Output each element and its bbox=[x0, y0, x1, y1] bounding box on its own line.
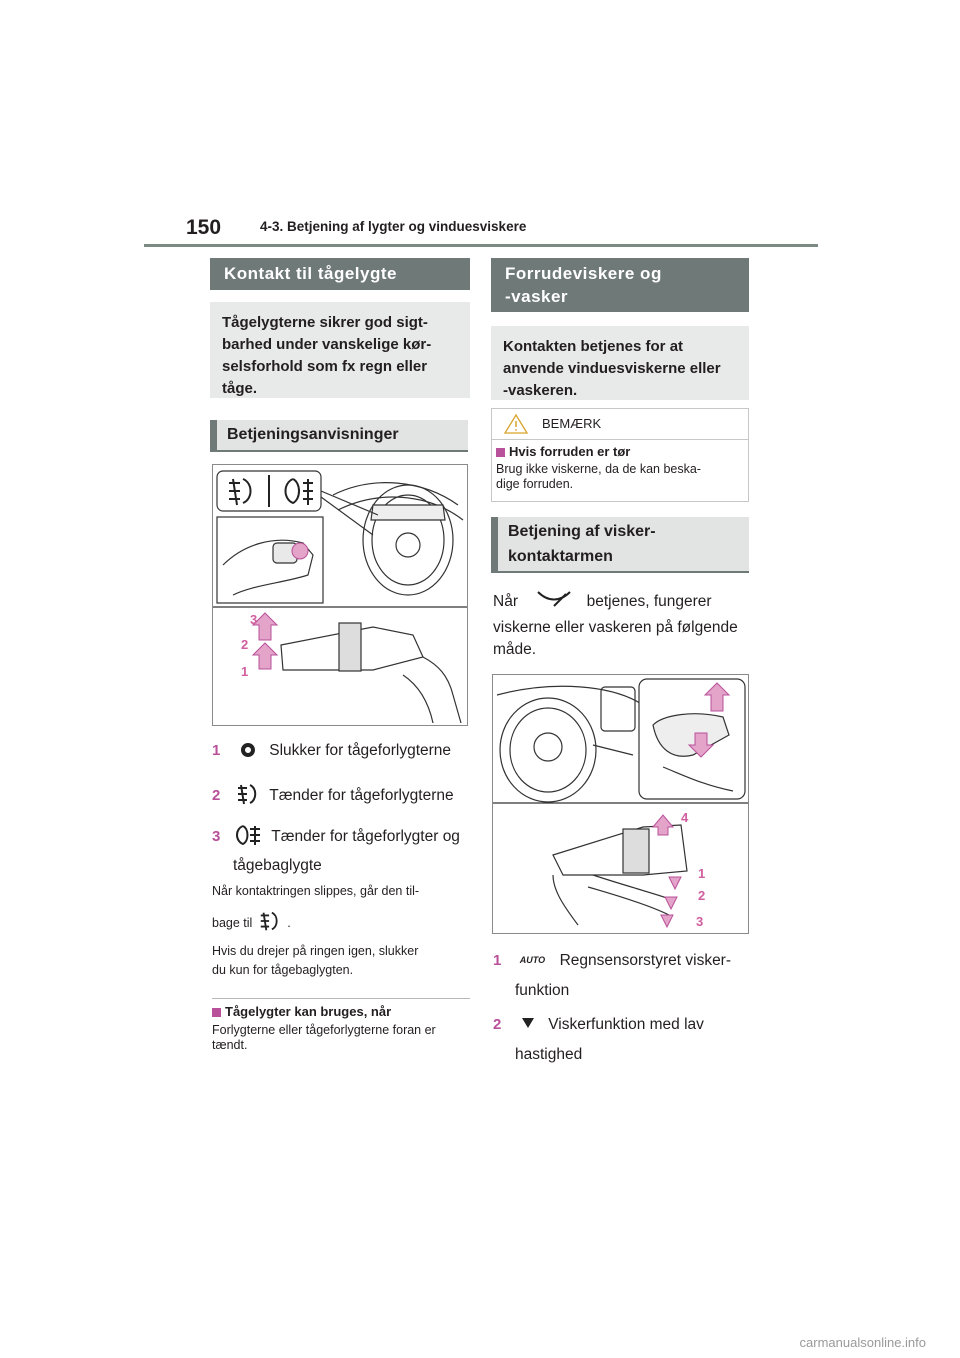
item-text: Viskerfunktion med lav bbox=[548, 1016, 704, 1033]
note-title bbox=[212, 1004, 391, 1019]
paragraph-end: . bbox=[287, 916, 291, 930]
item-number: 2 bbox=[493, 1016, 502, 1033]
subhead-wiper-lever bbox=[491, 517, 749, 573]
list-item bbox=[212, 742, 472, 760]
list-item bbox=[493, 952, 753, 970]
note-divider bbox=[212, 998, 470, 999]
notice-line: dige forruden. bbox=[496, 477, 574, 491]
note-title-text: Tågelygter kan bruges, når bbox=[225, 1004, 392, 1019]
intro-line bbox=[493, 588, 753, 611]
paragraph bbox=[212, 882, 474, 901]
paragraph-line: Hvis du drejer på ringen igen, slukker bbox=[212, 944, 419, 958]
watermark: carmanualsonline.info bbox=[799, 1335, 926, 1350]
front-fog-light-icon bbox=[258, 910, 282, 932]
fog-off-icon bbox=[241, 743, 255, 757]
item-text: Tænder for tågeforlygter og bbox=[271, 828, 460, 845]
intro-line: måde. bbox=[493, 641, 537, 658]
item-text: Tænder for tågeforlygterne bbox=[269, 787, 454, 804]
notice-label: BEMÆRK bbox=[542, 416, 602, 431]
auto-icon: AUTO bbox=[519, 955, 546, 965]
notice-header bbox=[492, 409, 748, 440]
item-number: 1 bbox=[493, 952, 502, 969]
fog-light-illustration bbox=[213, 465, 467, 725]
low-speed-icon bbox=[522, 1018, 534, 1028]
item-text-continued: hastighed bbox=[515, 1046, 583, 1063]
wiper-icon bbox=[536, 588, 572, 610]
bullet-square bbox=[496, 448, 505, 457]
item-text-continued: tågebaglygte bbox=[233, 857, 322, 874]
subhead-line: kontaktarmen bbox=[508, 548, 613, 565]
wiper-illustration bbox=[493, 675, 748, 933]
section-title-fog-lights: Kontakt til tågelygte bbox=[210, 258, 470, 290]
notice-title bbox=[492, 440, 748, 459]
intro-line: viskerne eller vaskeren på følgende bbox=[493, 619, 738, 636]
item-number: 2 bbox=[212, 787, 221, 804]
list-item bbox=[493, 1016, 753, 1034]
header-rule bbox=[144, 244, 818, 247]
list-item bbox=[212, 824, 472, 846]
note-line: Forlygterne eller tågeforlygterne foran er bbox=[212, 1023, 436, 1037]
fig-label-3: 3 bbox=[250, 612, 258, 627]
fig-label-1: 1 bbox=[241, 664, 249, 679]
chapter-title: 4-3. Betjening af lygter og vinduesviskere bbox=[260, 219, 527, 234]
intro-text: betjenes, fungerer bbox=[586, 593, 712, 610]
note-line: tændt. bbox=[212, 1038, 248, 1052]
paragraph-line: du kun for tågebaglygten. bbox=[212, 963, 354, 977]
page-number: 150 bbox=[186, 216, 222, 239]
intro-text: Når bbox=[493, 593, 518, 610]
warning-icon bbox=[504, 414, 528, 434]
lead-wipers bbox=[491, 326, 749, 400]
section-title-line: -vasker bbox=[505, 287, 569, 306]
front-fog-light-icon bbox=[235, 783, 261, 805]
notice-line: Brug ikke viskerne, da de kan beska- bbox=[496, 462, 701, 476]
item-number: 3 bbox=[212, 828, 221, 845]
lead-line: Tågelygterne sikrer god sigt- bbox=[222, 314, 428, 331]
lead-fog-lights bbox=[210, 302, 470, 398]
notice-title-text: Hvis forruden er tør bbox=[509, 444, 631, 459]
rear-fog-light-icon bbox=[233, 824, 263, 846]
lead-line: -vaskeren. bbox=[503, 382, 578, 399]
notice-box bbox=[491, 408, 749, 502]
item-text: Slukker for tågeforlygterne bbox=[269, 742, 452, 759]
wiper-lever-figure bbox=[492, 674, 749, 934]
list-item bbox=[212, 783, 472, 805]
paragraph-line: Når kontaktringen slippes, går den til- bbox=[212, 884, 420, 898]
paragraph bbox=[212, 942, 474, 980]
paragraph-line: bage til bbox=[212, 916, 253, 930]
bullet-square bbox=[212, 1008, 221, 1017]
fig-label-1: 1 bbox=[698, 866, 706, 881]
subhead-line: Betjening af visker- bbox=[508, 523, 656, 540]
section-title-line: Forrudeviskere og bbox=[505, 264, 662, 283]
lead-line: barhed under vanskelige kør- bbox=[222, 336, 432, 353]
item-text-continued: funktion bbox=[515, 982, 570, 999]
note-text bbox=[212, 1023, 474, 1053]
section-title-wipers bbox=[491, 258, 749, 312]
lead-line: tåge. bbox=[222, 380, 258, 397]
lead-line: anvende vinduesviskerne eller bbox=[503, 360, 721, 377]
fig-label-4: 4 bbox=[681, 810, 689, 825]
item-text: Regnsensorstyret visker- bbox=[559, 952, 732, 969]
fig-label-3: 3 bbox=[696, 914, 704, 929]
fig-label-2: 2 bbox=[698, 888, 706, 903]
fog-light-switch-figure bbox=[212, 464, 468, 726]
lead-line: Kontakten betjenes for at bbox=[503, 338, 684, 355]
item-number: 1 bbox=[212, 742, 221, 759]
paragraph bbox=[212, 910, 474, 933]
fig-label-2: 2 bbox=[241, 637, 249, 652]
subhead-instructions: Betjeningsanvisninger bbox=[210, 420, 468, 452]
lead-line: selsforhold som fx regn eller bbox=[222, 358, 428, 375]
notice-text bbox=[492, 459, 748, 492]
